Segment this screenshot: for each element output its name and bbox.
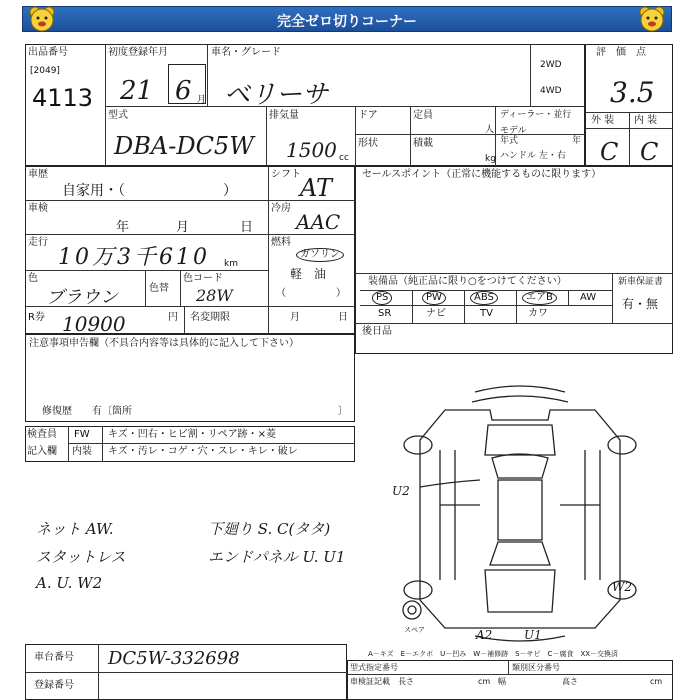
model-year-unit: 年 (572, 136, 582, 146)
color-label: 色 (28, 273, 38, 284)
ext-value: C (600, 138, 619, 166)
registration-label: 初度登録年月 (108, 47, 168, 58)
reg-number-label: 登録番号 (34, 680, 74, 691)
car-name-label: 車名・グレード (211, 47, 281, 58)
fuel-label: 燃料 (271, 237, 291, 248)
displacement-value: 1500 (286, 138, 337, 162)
cert-height: 高さ (562, 677, 578, 686)
sales-point-label: セールスポイント（正常に機能するものに限ります） (362, 169, 602, 180)
cert-unit-1: cm (478, 677, 491, 686)
door-label: ドア (358, 110, 378, 121)
registration-month: 6 (175, 76, 192, 106)
displacement-unit: cc (339, 153, 349, 163)
color-code-value: 28W (196, 286, 233, 305)
cert-width: 幅 (498, 677, 506, 686)
rear-seat-label: 後日品 (362, 326, 392, 337)
cert-length: 長さ (398, 677, 414, 686)
header-title: 完全ゼロ切りコーナー (277, 14, 417, 30)
diagram-u1: U1 (524, 628, 542, 642)
grade-label: 評 価 点 (596, 47, 646, 58)
note-line5: エンドパネル U. U1 (208, 548, 346, 566)
checker-int-items: キズ・汚レ・コゲ・穴・スレ・キレ・破レ (108, 446, 298, 457)
int-value: C (640, 138, 659, 166)
int-label: 内 装 (634, 115, 658, 126)
recycle-label: R券 (28, 312, 45, 323)
grade-value: 3.5 (610, 76, 655, 109)
handle-label: ハンドル 左・右 (500, 151, 566, 161)
equip-ps: PS (372, 291, 392, 305)
damage-legend: A－キズ E－エクボ U－凹み W－補修跡 S－サビ C－腐食 XX－交換済 (368, 650, 619, 658)
car-damage-diagram (380, 380, 680, 650)
inspection-year: 年 (116, 220, 130, 235)
chassis-value: DC5W-332698 (108, 648, 240, 669)
equip-aw: AW (580, 292, 597, 303)
bear-mascot-icon (637, 4, 667, 34)
warranty-label: 新車保証書 (618, 277, 664, 287)
car-type-value: 自家用・（ ） (62, 183, 237, 199)
capacity-label: 定員 (413, 110, 433, 121)
model-year-label2: 年式 (500, 136, 519, 146)
class-number-label: 類別区分番号 (512, 663, 560, 672)
diagram-spare: スペア (404, 626, 425, 634)
diagram-a2: A2 (476, 628, 493, 642)
capacity-unit: 人 (485, 125, 495, 135)
diagram-u2: U2 (392, 484, 410, 498)
lot-number: 4113 (32, 84, 94, 112)
cert-unit-2: cm (650, 677, 663, 686)
equip-tv: TV (480, 308, 493, 319)
checker-label: 検査員 (27, 429, 57, 440)
header-bar (22, 6, 672, 32)
shape-label: 形状 (358, 138, 378, 149)
model-label: 型式 (108, 110, 128, 121)
recycle-unit: 円 (168, 312, 178, 323)
checker-fw: FW (74, 429, 90, 440)
equip-abs: ABS (470, 291, 498, 305)
shift-value: AT (300, 174, 333, 202)
mileage-unit: km (224, 259, 238, 269)
note-line1: ネット AW. (36, 520, 114, 538)
color-code-label: 色コード (183, 273, 223, 284)
ext-label: 外 装 (591, 115, 615, 126)
equip-leather: カワ (528, 308, 548, 319)
color-value: ブラウン (46, 287, 118, 308)
cert-label: 車検証記載 (350, 677, 390, 686)
car-name-value: ベリーサ (224, 80, 329, 110)
registration-year: 21 (120, 76, 154, 106)
note-line2: スタットレス (36, 548, 126, 566)
ac-label: 冷房 (271, 203, 291, 214)
dealer-label: ディーラー・並行 (500, 110, 572, 120)
color-tone-label: 色替 (149, 283, 169, 294)
notes-label: 注意事項申告欄（不具合内容等は具体的に記入して下さい） (29, 338, 299, 349)
displacement-label: 排気量 (269, 110, 299, 121)
repair-close: 〕 (338, 406, 348, 417)
ac-value: AAC (296, 210, 341, 234)
note-line4: 下廻り S. C(タタ) (208, 520, 331, 538)
model-year-label1: モデル (500, 126, 527, 136)
load-label: 積載 (413, 138, 433, 149)
equip-pw: PW (422, 291, 446, 305)
name-deadline-label: 名変期限 (190, 312, 230, 323)
equip-airbag: エアB (522, 291, 557, 305)
inspection-label: 車検 (28, 203, 48, 214)
warranty-value: 有・無 (622, 297, 659, 311)
mileage-value: 10万3千610 (58, 245, 210, 270)
checker-row1-label: 記入欄 (27, 446, 57, 457)
diagram-w2: W2 (612, 580, 632, 594)
load-unit: kg (485, 154, 496, 164)
model-value: DBA-DC5W (114, 132, 254, 160)
name-deadline-day: 日 (338, 312, 348, 323)
recycle-value: 10900 (62, 312, 126, 336)
drive-4wd: 4WD (540, 86, 562, 96)
chassis-label: 車台番号 (34, 652, 74, 663)
lot-label: 出品番号 (28, 47, 68, 58)
fuel-gasoline: ガソリン (296, 248, 344, 262)
fuel-diesel: 軽 油 (290, 267, 327, 281)
checker-fw-items: キズ・凹右・ヒビ割・リペア跡・×菱 (108, 429, 276, 440)
equip-navi: ナビ (426, 308, 446, 319)
note-line3: A. U. W2 (36, 574, 103, 592)
name-deadline-month: 月 (290, 312, 300, 323)
equip-sr: SR (378, 308, 392, 319)
mileage-label: 走行 (28, 237, 48, 248)
equipment-label: 装備品（純正品に限り○をつけてください） (368, 276, 567, 287)
inspection-month: 月 (176, 220, 190, 235)
registration-month-unit: 月 (197, 95, 207, 105)
model-designation-label: 型式指定番号 (350, 663, 398, 672)
repair-label: 修復歴 有〔箇所 (42, 406, 132, 417)
car-type-label: 車歴 (28, 169, 48, 180)
checker-int-label: 内装 (72, 446, 92, 457)
fuel-paren: （ ） (276, 288, 346, 299)
shift-label: シフト (271, 169, 301, 180)
drive-2wd: 2WD (540, 60, 562, 70)
inspection-day: 日 (240, 220, 254, 235)
right-mid-box (355, 166, 673, 354)
lot-code: [2049] (30, 66, 60, 76)
